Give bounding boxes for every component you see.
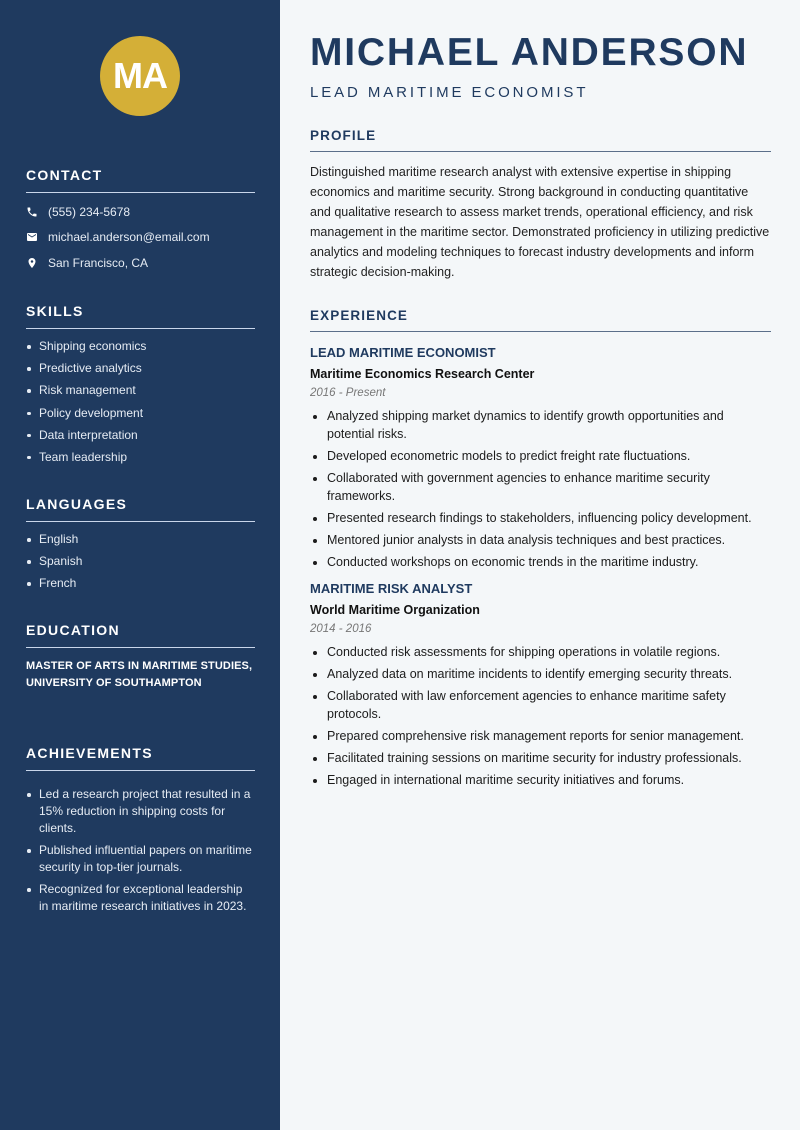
job-dates: 2014 - 2016 (310, 623, 372, 635)
avatar-initials: MA (113, 55, 167, 96)
contact-email (26, 225, 255, 251)
contact-heading: CONTACT (26, 167, 255, 193)
job-bullet: Facilitated training sessions on maritime security for industry professionals. (310, 749, 771, 767)
achievements-list (26, 786, 255, 915)
profile-section (310, 128, 771, 282)
job-entry (310, 581, 771, 789)
job-bullet: Mentored junior analysts in data analysis techniques and best practices. (310, 531, 771, 549)
language-item: French (26, 575, 255, 592)
email-text: michael.anderson@email.com (48, 230, 210, 245)
achievement-item: Led a research project that resulted in a 15% reduction in shipping costs for clients. (26, 786, 255, 837)
sidebar (0, 0, 280, 1130)
email-icon (26, 231, 48, 243)
job-bullet: Prepared comprehensive risk management reports for senior management. (310, 727, 771, 745)
job-bullet: Conducted workshops on economic trends in the maritime industry. (310, 553, 771, 571)
achievement-item: Recognized for exceptional leadership in maritime research initiatives in 2023. (26, 881, 255, 915)
skill-item: Data interpretation (26, 427, 255, 444)
location-text: San Francisco, CA (48, 255, 149, 270)
experience-section (310, 308, 771, 793)
skill-item: Predictive analytics (26, 360, 255, 377)
job-bullet: Conducted risk assessments for shipping operations in volatile regions. (310, 643, 771, 661)
candidate-name: MICHAEL ANDERSON (310, 31, 749, 74)
contact-section (26, 167, 255, 276)
phone-text: (555) 234-5678 (48, 204, 131, 219)
skills-heading: SKILLS (26, 303, 255, 329)
job-title: LEAD MARITIME ECONOMIST (310, 345, 496, 360)
skills-list (26, 338, 255, 466)
languages-list (26, 531, 255, 592)
job-bullet: Collaborated with law enforcement agencies to enhance maritime safety protocols. (310, 687, 771, 723)
skill-item: Policy development (26, 405, 255, 422)
job-company: Maritime Economics Research Center (310, 367, 535, 381)
education-section (26, 622, 255, 692)
languages-section (26, 496, 255, 598)
achievement-item: Published influential papers on maritime security in top-tier journals. (26, 842, 255, 876)
job-bullet: Collaborated with government agencies to enhance maritime security frameworks. (310, 469, 771, 505)
skill-item: Team leadership (26, 449, 255, 466)
phone-icon (26, 206, 48, 218)
profile-heading: PROFILE (310, 128, 771, 152)
job-bullet: Analyzed data on maritime incidents to identify emerging security threats. (310, 665, 771, 683)
job-title: MARITIME RISK ANALYST (310, 581, 473, 596)
education-heading: EDUCATION (26, 622, 255, 648)
contact-phone (26, 199, 255, 225)
languages-heading: LANGUAGES (26, 496, 255, 522)
skill-item: Shipping economics (26, 338, 255, 355)
job-bullets (310, 643, 771, 789)
location-pin-icon (26, 257, 48, 269)
achievements-section (26, 745, 255, 921)
job-bullets (310, 407, 771, 571)
profile-summary: Distinguished maritime research analyst with extensive expertise in shipping economics and maritime security. Strong background in conducting quantitative and qualitative research to assess market trends, operational efficiency, and risk management in the maritime sector. Demonstrated proficiency in utilizing predictive analytics and modeling techniques to forecast industry developments and inform strategic decision-making. (310, 165, 770, 279)
language-item: English (26, 531, 255, 548)
skill-item: Risk management (26, 382, 255, 399)
language-item: Spanish (26, 553, 255, 570)
job-bullet: Presented research findings to stakeholders, influencing policy development. (310, 509, 771, 527)
experience-heading: EXPERIENCE (310, 308, 771, 332)
contact-location (26, 250, 255, 276)
job-entry (310, 345, 771, 571)
achievements-heading: ACHIEVEMENTS (26, 745, 255, 771)
job-bullet: Engaged in international maritime security initiatives and forums. (310, 771, 771, 789)
job-company: World Maritime Organization (310, 603, 480, 617)
skills-section (26, 303, 255, 471)
education-degree: MASTER OF ARTS IN MARITIME STUDIES, UNIVERSITY OF SOUTHAMPTON (26, 660, 253, 690)
job-bullet: Analyzed shipping market dynamics to identify growth opportunities and potential risks. (310, 407, 771, 443)
avatar (100, 36, 180, 116)
candidate-headline: LEAD MARITIME ECONOMIST (310, 84, 589, 101)
job-dates: 2016 - Present (310, 387, 386, 399)
job-bullet: Developed econometric models to predict freight rate fluctuations. (310, 447, 771, 465)
